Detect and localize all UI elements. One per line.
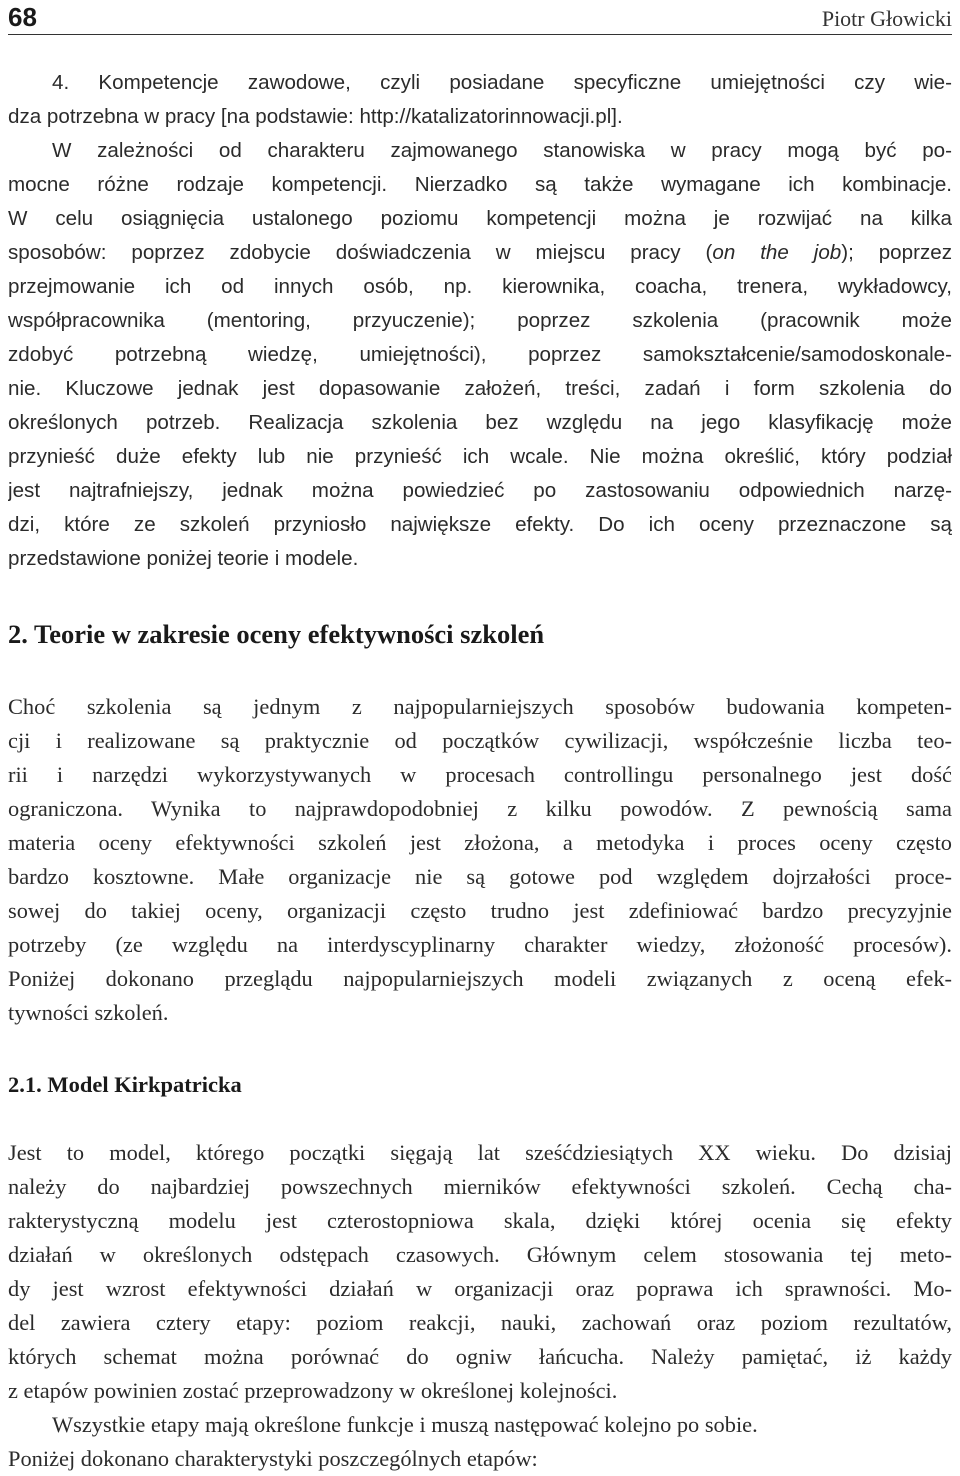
text-line: materia oceny efektywności szkoleń jest złożona, a metodyka i proces oceny często — [8, 830, 952, 855]
text-line: dza potrzebna w pracy [na podstawie: http://katalizatorinnowacji.pl]. — [8, 105, 623, 128]
text-line: działań w określonych odstępach czasowych. Głównym celem stosowania tej meto- — [8, 1242, 952, 1267]
text-line: tywności szkoleń. — [8, 1000, 169, 1025]
text-line: Poniżej dokonano charakterystyki poszczególnych etapów: — [8, 1446, 538, 1471]
text-line: rakterystyczną modelu jest czterostopniowa skala, dzięki której ocenia się efekty — [8, 1208, 952, 1233]
italic-phrase: on the job — [712, 241, 842, 264]
text-line: potrzeby (ze względu na interdyscyplinarny charakter wiedzy, złożoność procesów). — [8, 932, 952, 957]
text-line: Poniżej dokonano przeglądu najpopularniejszych modeli związanych z oceną efek- — [8, 966, 952, 991]
text-line: przynieść duże efekty lub nie przynieść ich wcale. Nie można określić, który podział — [8, 445, 952, 468]
text-line: współpracownika (mentoring, przyuczenie); poprzez szkolenia (pracownik może — [8, 309, 952, 332]
text-line: Choć szkolenia są jednym z najpopularniejszych sposobów budowania kompeten- — [8, 694, 952, 719]
text-line: mocne różne rodzaje kompetencji. Nierzadko są także wymagane ich kombinacje. — [8, 173, 952, 196]
text-line: bardzo kosztowne. Małe organizacje nie są gotowe pod względem dojrzałości proce- — [8, 864, 952, 889]
paragraph-kirkpatrick — [8, 1136, 952, 1476]
text-span: ); poprzez — [841, 241, 952, 264]
text-line: cji i realizowane są praktycznie od początków cywilizacji, współcześnie liczba teo- — [8, 728, 952, 753]
text-line: sowej do takiej oceny, organizacji często trudno jest zdefiniować bardzo precyzyjnie — [8, 898, 952, 923]
running-head-author: Piotr Głowicki — [821, 6, 952, 31]
page-header — [8, 0, 952, 35]
text-line — [8, 236, 952, 270]
paragraph-theories — [8, 690, 952, 1030]
text-span: sposobów: poprzez zdobycie doświadczenia w miejscu pracy ( — [8, 241, 713, 264]
page-number: 68 — [8, 2, 37, 32]
text-line: przedstawione poniżej teorie i modele. — [8, 547, 359, 570]
text-line: z etapów powinien zostać przeprowadzony w określonej kolejności. — [8, 1378, 618, 1403]
subsection-heading: 2.1. Model Kirkpatricka — [8, 1072, 242, 1097]
text-line: określonych potrzeb. Realizacja szkolenia bez względu na jego klasyfikację może — [8, 411, 952, 434]
text-line: jest najtrafniejszy, jednak można powiedzieć po zastosowaniu odpowiednich narzę- — [8, 479, 952, 502]
text-line: dy jest wzrost efektywności działań w organizacji oraz poprawa ich sprawności. Mo- — [8, 1276, 952, 1301]
text-line: W zależności od charakteru zajmowanego stanowiska w pracy mogą być po- — [52, 139, 952, 162]
text-line: których schemat można porównać do ogniw łańcucha. Należy pamiętać, iż każdy — [8, 1344, 952, 1369]
section-heading: 2. Teorie w zakresie oceny efektywności szkoleń — [8, 619, 545, 649]
text-line: W celu osiągnięcia ustalonego poziomu kompetencji można je rozwijać na kilka — [8, 207, 952, 230]
text-line: 4. Kompetencje zawodowe, czyli posiadane specyficzne umiejętności czy wie- — [52, 71, 952, 94]
text-line: rii i narzędzi wykorzystywanych w procesach controllingu personalnego jest dość — [8, 762, 952, 787]
paragraph-competences — [8, 66, 952, 576]
text-line: Jest to model, którego początki sięgają lat sześćdziesiątych XX wieku. Do dzisiaj — [8, 1140, 952, 1165]
text-line: Wszystkie etapy mają określone funkcje i muszą następować kolejno po sobie. — [52, 1412, 758, 1437]
text-line: zdobyć potrzebną wiedzę, umiejętności), poprzez samokształcenie/samodoskonale- — [8, 343, 952, 366]
text-line: ograniczona. Wynika to najprawdopodobniej z kilku powodów. Z pewnością sama — [8, 796, 952, 821]
text-line: należy do najbardziej powszechnych mierników efektywności szkoleń. Cechą cha- — [8, 1174, 952, 1199]
text-line: nie. Kluczowe jednak jest dopasowanie założeń, treści, zadań i form szkolenia do — [8, 377, 952, 400]
text-line: dzi, które ze szkoleń przyniosło największe efekty. Do ich oceny przeznaczone są — [8, 513, 952, 536]
text-line: del zawiera cztery etapy: poziom reakcji, nauki, zachowań oraz poziom rezultatów, — [8, 1310, 952, 1335]
text-line: przejmowanie ich od innych osób, np. kierownika, coacha, trenera, wykładowcy, — [8, 275, 952, 298]
